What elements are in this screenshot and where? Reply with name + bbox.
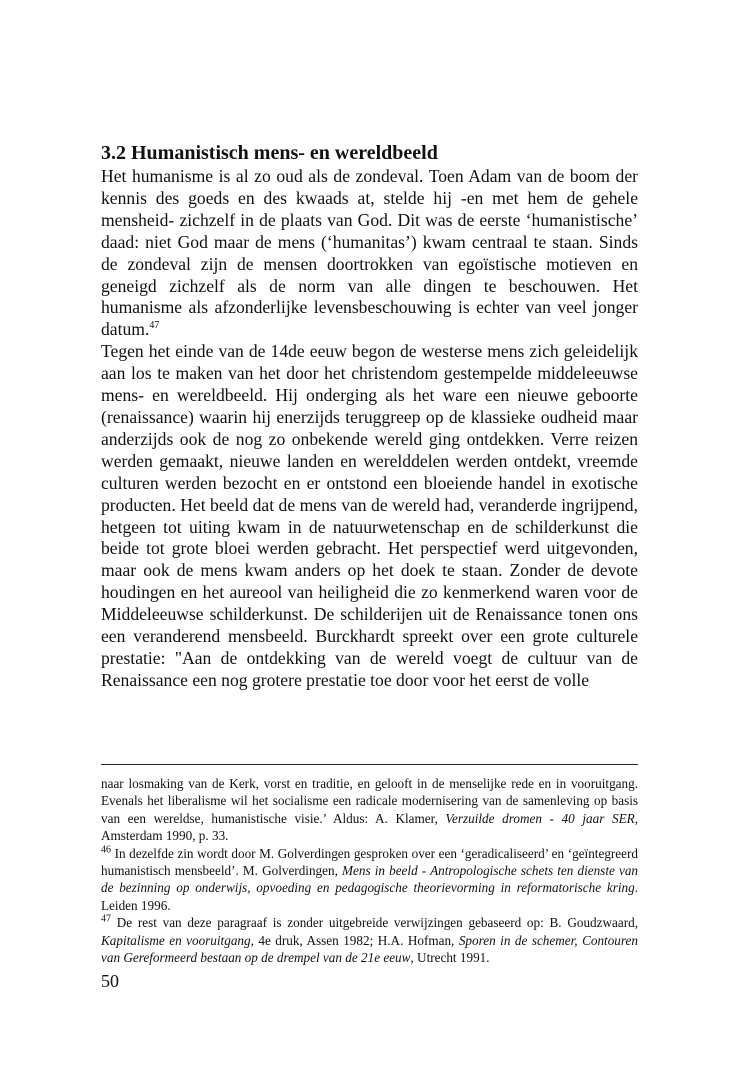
footnotes (101, 775, 638, 966)
footnote-46 (101, 845, 638, 915)
footnote-title: Mens in beeld - Antropologische schets ten dienste van de bezinning op onderwijs, opvoeding en pedagogische theorievorming in reformatorische kring (101, 863, 639, 896)
footnote-ref-47[interactable]: 47 (149, 320, 160, 332)
paragraph-text: Het humanisme is al zo oud als de zondeval. Toen Adam van de boom der kennis des goeds en des kwaads at, stelde hij -en met hem de gehele mensheid- zichzelf in de plaats van God. Dit was de eerste ‘humanistische’ daad: niet God maar de mens (‘humanitas’) kwam centraal te staan. Sinds de zondeval zijn de mensen doortrokken van egoïstische motieven en geneigd zichzelf als de norm van alle dingen te beschouwen. Het humanisme als afzonderlijke levensbeschouwing is echter van veel jonger datum. (101, 166, 638, 340)
paragraph-renaissance: Tegen het einde van de 14de eeuw begon de westerse mens zich geleidelijk aan los te maken van het door het christendom gestempelde middeleeuwse mens- en wereldbeeld. Hij onderging als het ware een nieuwe geboorte (renaissance) waarin hij enerzijds teruggreep op de klassieke oudheid maar anderzijds ook de nog zo onbekende wereld ging ontdekken. Verre reizen werden gemaakt, nieuwe landen en werelddelen werden ontdekt, vreemde culturen werden bezocht en er ontstond een bloeiende handel in exotische producten. Het beeld dat de mens van de wereld had, veranderde ingrijpend, hetgeen tot uiting kwam in de natuurwetenschap en de schilderkunst die beide tot grote bloei werden gebracht. Het perspectief werd uitgevonden, maar ook de mens kwam anders op het doek te staan. Zonder de devote houdingen en het aureool van heiligheid die zo kenmerkend waren voor de Middeleeuwse schilderkunst. De schilderijen uit de Renaissance tonen ons een veranderend mensbeeld. Burckhardt spreekt over een grote culturele prestatie: "Aan de ontdekking van de wereld voegt de cultuur van de Renaissance een nog grotere prestatie toe door voor het eerst de volle (101, 341, 638, 690)
footnote-title: Sporen in de schemer, Contouren van Gereformeerd bestaan op de drempel van de 21e eeuw (101, 932, 638, 966)
footnote-text: De rest van deze paragraaf is zonder uitgebreide verwijzingen gebaseerd op: B. Goudzwaard, (111, 915, 638, 931)
body-text (101, 166, 638, 692)
footnote-text: In dezelfde zin wordt door M. Golverdingen gesproken over een ‘geradicaliseerd’ en ‘geïntegreerd humanistisch mensbeeld’. M. Golverdingen, (101, 845, 638, 879)
footnote-title: Kapitalisme en vooruitgang (101, 932, 251, 948)
footnote-text: naar losmaking van de Kerk, vorst en traditie, en gelooft in de menselijke rede en in vooruitgang. Evenals het liberalisme wil het socialisme een radicale modernisering van de samenleving op basis van een wereldse, humanistische visie.’ Aldus: A. Klamer, (101, 776, 638, 826)
footnote-title: Verzuilde dromen - 40 jaar SER (445, 810, 635, 826)
footnote-text: . Leiden 1996. (101, 880, 638, 913)
footnote-text: , 4e druk, Assen 1982; H.A. Hofman, (250, 932, 459, 948)
footnote-continuation (101, 775, 638, 845)
footnote-divider (101, 764, 638, 765)
footnote-mark: 47 (101, 913, 111, 925)
footnote-text: , Utrecht 1991. (410, 950, 490, 966)
page-number: 50 (101, 971, 119, 991)
section-heading: 3.2 Humanistisch mens- en wereldbeeld (101, 142, 438, 164)
paragraph-humanism-origin (101, 166, 638, 341)
footnote-47 (101, 914, 638, 966)
footnote-text: , Amsterdam 1990, p. 33. (101, 810, 638, 844)
main-text-block (101, 140, 638, 692)
footnote-mark: 46 (101, 844, 111, 856)
